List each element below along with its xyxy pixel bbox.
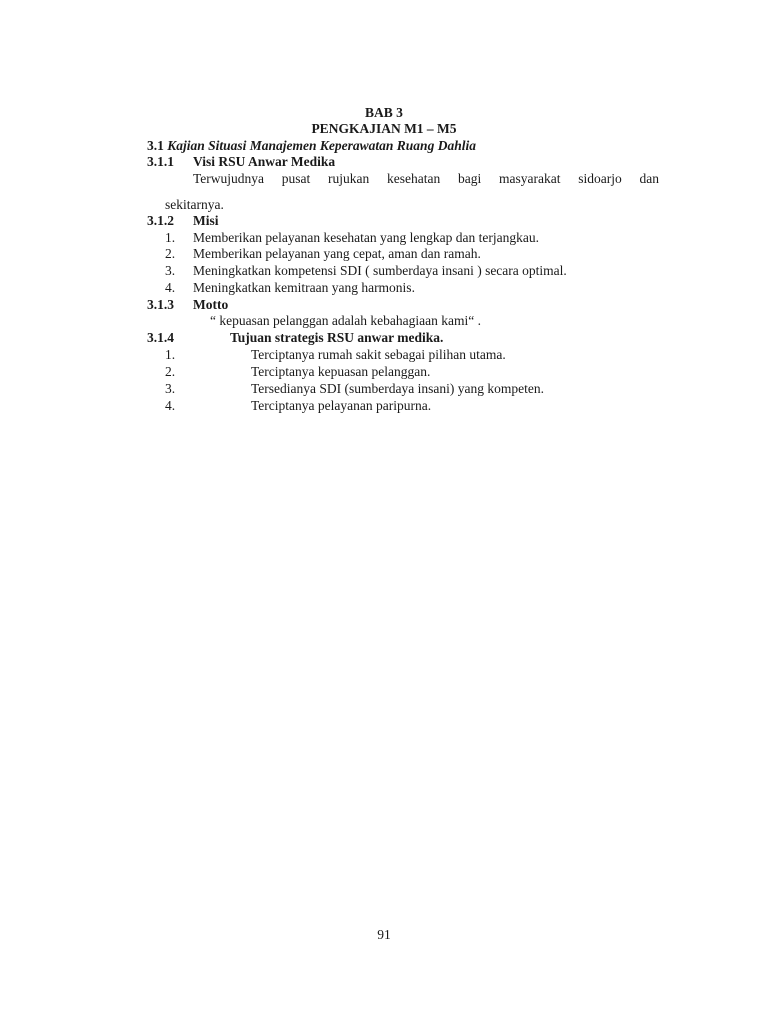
section-heading: [147, 138, 476, 154]
tujuan-list-item: [165, 347, 506, 363]
motto-title: Motto: [193, 297, 229, 312]
visi-text-line1: Terwujudnya pusat rujukan kesehatan bagi masyarakat sidoarjo dan: [193, 171, 659, 186]
tujuan-item-number: 1.: [165, 347, 176, 362]
tujuan-list-item: [165, 381, 544, 397]
misi-list-item: [165, 263, 567, 279]
tujuan-list-item: [165, 364, 430, 380]
tujuan-title: Tujuan strategis RSU anwar medika.: [230, 330, 444, 345]
visi-title: Visi RSU Anwar Medika: [193, 154, 336, 169]
misi-item-text: Meningkatkan kompetensi SDI ( sumberdaya insani ) secara optimal.: [193, 263, 567, 278]
motto-heading: [147, 297, 228, 313]
chapter-title: PENGKAJIAN M1 – M5: [311, 121, 457, 136]
misi-item-number: 4.: [165, 280, 176, 295]
tujuan-item-text: Terciptanya kepuasan pelanggan.: [251, 364, 431, 379]
tujuan-item-text: Terciptanya rumah sakit sebagai pilihan utama.: [251, 347, 506, 362]
tujuan-item-number: 2.: [165, 364, 176, 379]
section-number: 3.1: [147, 138, 164, 153]
visi-heading: [147, 154, 335, 170]
page-number: 91: [377, 927, 391, 942]
misi-item-number: 2.: [165, 246, 176, 261]
tujuan-list-item: [165, 398, 431, 414]
misi-heading: [147, 213, 219, 229]
section-title: Kajian Situasi Manajemen Keperawatan Ruang Dahlia: [167, 138, 476, 153]
misi-list-item: [165, 246, 481, 262]
tujuan-item-text: Tersedianya SDI (sumberdaya insani) yang kompeten.: [251, 381, 544, 396]
motto-number: 3.1.3: [147, 297, 174, 312]
misi-list-item: [165, 230, 539, 246]
visi-number: 3.1.1: [147, 154, 174, 169]
tujuan-item-number: 3.: [165, 381, 176, 396]
misi-item-number: 3.: [165, 263, 176, 278]
tujuan-heading: [147, 330, 443, 346]
visi-text-line2: sekitarnya.: [165, 197, 224, 212]
misi-item-number: 1.: [165, 230, 176, 245]
misi-number: 3.1.2: [147, 213, 174, 228]
misi-item-text: Meningkatkan kemitraan yang harmonis.: [193, 280, 415, 295]
tujuan-number: 3.1.4: [147, 330, 174, 345]
tujuan-item-number: 4.: [165, 398, 176, 413]
tujuan-item-text: Terciptanya pelayanan paripurna.: [251, 398, 432, 413]
misi-item-text: Memberikan pelayanan kesehatan yang lengkap dan terjangkau.: [193, 230, 539, 245]
misi-list-item: [165, 280, 415, 296]
motto-text: “ kepuasan pelanggan adalah kebahagiaan kami“ .: [210, 313, 481, 328]
misi-item-text: Memberikan pelayanan yang cepat, aman dan ramah.: [193, 246, 481, 261]
chapter-label: BAB 3: [365, 105, 403, 120]
misi-title: Misi: [193, 213, 219, 228]
